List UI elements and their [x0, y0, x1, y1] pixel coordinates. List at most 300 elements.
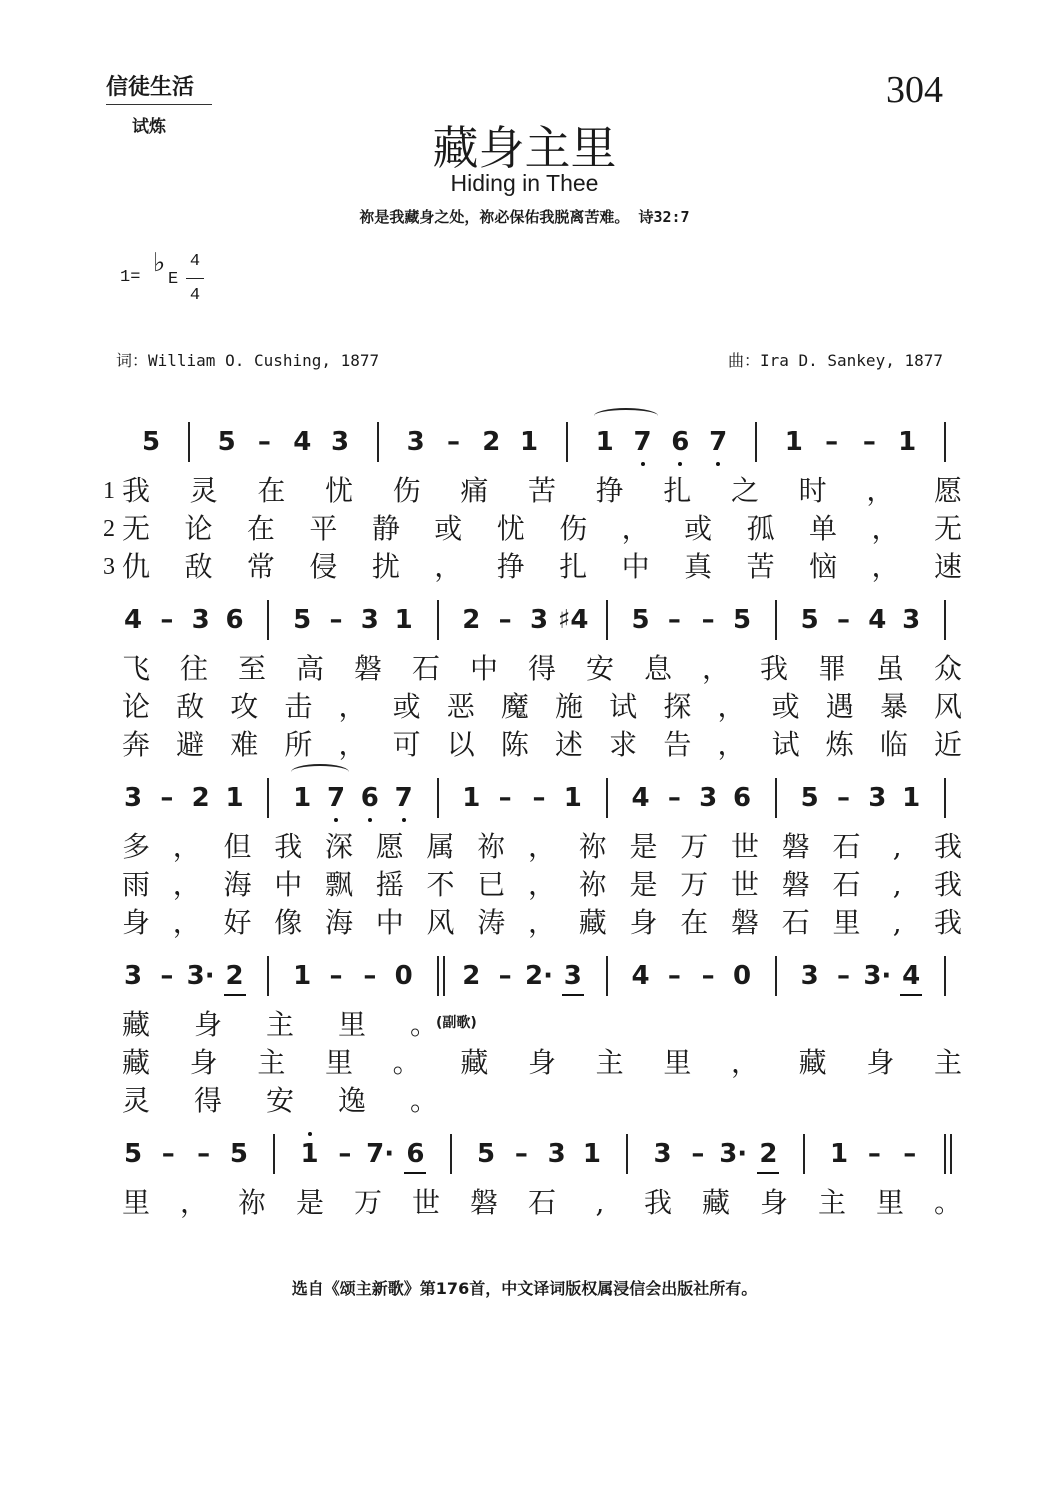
hymn-number: 304 — [886, 69, 943, 111]
lyric-char: 但 — [223, 830, 252, 863]
double-barline — [944, 1134, 946, 1174]
dash: – — [161, 1139, 175, 1169]
lyric-char: 。 — [409, 1084, 438, 1117]
lyric-char: 忧 — [496, 512, 525, 545]
verse-number: 2 — [103, 516, 115, 542]
lyric-char: 愿 — [933, 474, 962, 507]
barline — [606, 956, 608, 996]
lyric-char: ， — [172, 868, 201, 901]
note: 6 — [225, 605, 244, 635]
barline — [626, 1134, 628, 1174]
barline — [450, 1134, 452, 1174]
low-octave-dot — [716, 462, 720, 466]
lyric-char: 是 — [629, 830, 658, 863]
lyric-char: 攻 — [230, 690, 259, 723]
lyric-char: 安 — [585, 652, 614, 685]
lyric-char: 磐 — [781, 830, 810, 863]
note: 3· — [863, 961, 892, 991]
lyric-char: 以 — [446, 728, 475, 761]
verse-number: 3 — [103, 554, 115, 580]
lyric-char: 试 — [771, 728, 800, 761]
composer-credit: 曲：Ira D. Sankey, 1877 — [727, 351, 943, 370]
note: 3 — [123, 961, 143, 991]
note: ♯4 — [557, 605, 589, 635]
lyric-char: 痛 — [460, 474, 489, 507]
lyric-char: 仇 — [121, 550, 150, 583]
dash: – — [862, 427, 876, 457]
note: 3 — [800, 961, 819, 991]
note: 7 — [326, 783, 346, 813]
double-barline-inner — [443, 956, 445, 996]
lyric-char: 之 — [730, 474, 759, 507]
lyric-char: 我 — [933, 906, 962, 939]
lyric-char: 施 — [555, 690, 584, 723]
note: 6 — [671, 427, 690, 457]
lyric-char: 挣 — [595, 474, 624, 507]
lyric-char: 祢 — [578, 868, 607, 901]
note: 2 — [225, 961, 244, 991]
lyric-char: 身 — [629, 906, 658, 939]
lyric-char: 孤 — [746, 512, 775, 545]
lyric-char: 无 — [121, 512, 150, 545]
note: 0 — [394, 961, 413, 991]
note: 3 — [868, 783, 887, 813]
lyric-char: 暴 — [879, 690, 908, 723]
note: 7 — [709, 427, 728, 457]
lyric-char: ， — [866, 474, 895, 507]
lyric-char: 深 — [324, 830, 353, 863]
lyric-char: 世 — [411, 1186, 440, 1219]
lyric-char: 主 — [933, 1046, 962, 1079]
english-title: Hiding in Thee — [450, 170, 599, 196]
key-tonic: E — [168, 270, 179, 289]
barline — [606, 600, 608, 640]
lyric-char: 或 — [392, 690, 421, 723]
note: 6 — [732, 783, 752, 813]
note: 3 — [563, 961, 582, 991]
lyric-line — [0, 472, 1049, 510]
lyric-char: , — [892, 906, 902, 939]
lyric-char: 逸 — [337, 1084, 366, 1117]
dash: – — [160, 783, 174, 813]
note: 5 — [123, 1139, 143, 1169]
dash: – — [446, 427, 460, 457]
lyric-char: 在 — [246, 512, 275, 545]
dash: – — [667, 605, 681, 635]
lyric-char: 挣 — [496, 550, 525, 583]
dash: – — [160, 961, 174, 991]
barline — [944, 600, 946, 640]
lyric-char: 息 — [643, 652, 672, 685]
note: 1 — [394, 605, 413, 635]
lyric-char: 磐 — [730, 906, 759, 939]
lyric-char: 里 — [663, 1046, 692, 1079]
lyric-char: 身 — [189, 1046, 218, 1079]
low-octave-dot — [402, 818, 406, 822]
note: 4 — [868, 605, 887, 635]
note: 1 — [582, 1139, 601, 1169]
lyric-char: 海 — [223, 868, 252, 901]
lyric-char: 我 — [933, 830, 962, 863]
lyric-char: 多 — [121, 830, 150, 863]
lyric-char: 论 — [184, 512, 213, 545]
dash: – — [837, 605, 850, 635]
lyric-char: 伤 — [559, 512, 588, 545]
lyric-char: 风 — [426, 906, 455, 939]
lyric-char: 藏 — [121, 1008, 150, 1041]
high-octave-dot — [308, 1132, 312, 1136]
lyric-char: 中 — [375, 906, 404, 939]
note: 5 — [141, 427, 161, 457]
note: 6 — [360, 783, 379, 813]
category-divider — [106, 104, 212, 105]
lyric-char: 众 — [933, 652, 962, 685]
lyric-char: 。 — [409, 1008, 438, 1041]
lyric-char: 得 — [193, 1084, 222, 1117]
lyric-char: 恶 — [446, 690, 475, 723]
lyric-char: ， — [717, 728, 746, 761]
lyric-char: ， — [179, 1186, 208, 1219]
lyric-char: 述 — [555, 728, 584, 761]
note: 1 — [902, 783, 921, 813]
lyric-char: ， — [527, 830, 556, 863]
dash: – — [498, 605, 512, 635]
lyric-char: 飞 — [121, 652, 150, 685]
lyric-char: 愿 — [375, 830, 404, 863]
lyric-char: 飘 — [324, 868, 353, 901]
lyric-char: 海 — [324, 906, 353, 939]
lyric-char: 藏 — [121, 1046, 150, 1079]
lyric-char: , — [892, 868, 902, 901]
barline — [775, 956, 777, 996]
lyric-char: 涛 — [477, 906, 506, 939]
eighth-underline — [757, 1172, 779, 1174]
hymn-title: 藏身主里 — [432, 121, 617, 175]
note: 5 — [800, 783, 819, 813]
note: 2· — [525, 961, 553, 991]
lyric-char: ， — [338, 690, 367, 723]
dash: – — [701, 961, 715, 991]
note: 4 — [123, 605, 143, 635]
note: 3 — [123, 783, 143, 813]
note: 6 — [406, 1139, 425, 1169]
barline — [188, 422, 190, 462]
note: 5 — [732, 605, 752, 635]
lyric-char: 常 — [246, 550, 275, 583]
lyric-char: 磐 — [469, 1186, 498, 1219]
lyric-char: 。 — [933, 1186, 962, 1219]
lyric-char: 得 — [527, 652, 556, 685]
lyric-char: 或 — [434, 512, 463, 545]
lyric-char: 我 — [121, 474, 150, 507]
low-octave-dot — [641, 462, 645, 466]
lyric-char: 万 — [680, 868, 709, 901]
dash: – — [498, 961, 512, 991]
dash: – — [257, 427, 271, 457]
double-barline-inner — [950, 1134, 952, 1174]
lyric-char: 速 — [933, 550, 962, 583]
lyric-char: 敌 — [176, 690, 205, 723]
lyric-char: ， — [730, 1046, 759, 1079]
note: 3· — [186, 961, 215, 991]
lyric-line — [0, 548, 1049, 586]
barline — [377, 422, 379, 462]
lyric-line — [0, 904, 1049, 942]
note: 7 — [394, 783, 413, 813]
lyric-char: 真 — [684, 550, 713, 583]
lyric-char: ， — [434, 550, 463, 583]
time-signature-bottom: 4 — [189, 286, 201, 305]
lyric-char: 罪 — [817, 652, 846, 685]
lyric-char: 时 — [798, 474, 827, 507]
note: 3 — [699, 783, 718, 813]
lyric-char: 是 — [295, 1186, 324, 1219]
lyric-char: 我 — [933, 868, 962, 901]
lyric-char: 不 — [426, 868, 455, 901]
lyric-char: 试 — [609, 690, 638, 723]
note: 3 — [331, 427, 350, 457]
note: 3 — [547, 1139, 566, 1169]
barline — [775, 778, 777, 818]
low-octave-dot — [368, 818, 372, 822]
note: 1 — [563, 783, 582, 813]
note: 4 — [293, 427, 312, 457]
note: 2 — [759, 1139, 778, 1169]
lyric-char: 石 — [832, 830, 861, 863]
lyric-char: 风 — [933, 690, 962, 723]
note: 2 — [462, 961, 481, 991]
note: 5 — [631, 605, 650, 635]
lyricist-credit: 词：William O. Cushing, 1877 — [116, 351, 380, 370]
lyric-char: 静 — [371, 512, 400, 545]
note: 1 — [830, 1139, 849, 1169]
note: 1 — [293, 783, 312, 813]
dash: – — [160, 605, 174, 635]
lyric-char: , — [892, 830, 902, 863]
refrain-label: (副歌) — [436, 1015, 477, 1031]
barline — [944, 778, 946, 818]
lyric-char: 高 — [295, 652, 324, 685]
note: 5 — [476, 1139, 496, 1169]
lyric-char: 恼 — [809, 550, 838, 583]
dash: – — [825, 427, 839, 457]
lyric-char: 中 — [469, 652, 498, 685]
lyric-char: 主 — [257, 1046, 286, 1079]
lyric-char: 里 — [337, 1008, 366, 1041]
lyric-char: 身 — [527, 1046, 556, 1079]
eighth-underline — [562, 994, 584, 996]
lyric-char: 侵 — [309, 550, 338, 583]
barline — [437, 778, 439, 818]
note: 2 — [191, 783, 210, 813]
lyric-char: 伤 — [392, 474, 421, 507]
note: 7· — [366, 1139, 395, 1169]
note: 3 — [406, 427, 425, 457]
eighth-underline — [224, 994, 246, 996]
lyric-char: 石 — [781, 906, 810, 939]
lyric-char: 主 — [817, 1186, 846, 1219]
lyric-line — [0, 726, 1049, 764]
eighth-underline — [404, 1172, 426, 1174]
lyric-char: 灵 — [121, 1084, 150, 1117]
note: 7 — [633, 427, 652, 457]
lyric-char: 往 — [179, 652, 208, 685]
eighth-underline — [900, 994, 922, 996]
note: 5 — [293, 605, 312, 635]
lyric-char: , — [595, 1186, 605, 1219]
lyric-char: 避 — [176, 728, 205, 761]
double-barline — [437, 956, 439, 996]
barline — [267, 600, 269, 640]
lyric-line — [0, 866, 1049, 904]
lyric-char: 论 — [121, 690, 150, 723]
barline — [803, 1134, 805, 1174]
note: 3 — [902, 605, 921, 635]
note: 3 — [653, 1139, 672, 1169]
lyric-char: 至 — [237, 652, 266, 685]
barline — [755, 422, 757, 462]
lyric-char: 里 — [121, 1186, 150, 1219]
lyric-char: 雨 — [121, 868, 150, 901]
note: 4 — [631, 961, 650, 991]
barline — [944, 422, 946, 462]
note: 1 — [898, 427, 917, 457]
lyric-char: 单 — [809, 512, 838, 545]
subcategory-label: 试炼 — [132, 117, 166, 137]
music-system-1 — [0, 422, 1049, 462]
note: 0 — [732, 961, 752, 991]
lyric-char: ， — [871, 512, 900, 545]
lyric-char: 石 — [832, 868, 861, 901]
lyric-char: 扰 — [371, 550, 400, 583]
lyric-char: 扎 — [663, 474, 692, 507]
dash: – — [691, 1139, 705, 1169]
barline — [273, 1134, 275, 1174]
time-signature-top: 4 — [189, 252, 201, 271]
lyric-char: 虽 — [875, 652, 904, 685]
lyric-char: 像 — [274, 906, 303, 939]
lyric-char: 好 — [223, 906, 252, 939]
lyric-char: ， — [172, 830, 201, 863]
dash: – — [837, 961, 850, 991]
lyric-char: 无 — [933, 512, 962, 545]
scripture-reference: 祢是我藏身之处，祢必保佑我脱离苦难。 诗32:7 — [359, 208, 690, 226]
note: 2 — [462, 605, 481, 635]
lyric-char: ， — [871, 550, 900, 583]
dash: – — [837, 783, 850, 813]
lyric-char: ， — [621, 512, 650, 545]
note: 3 — [529, 605, 549, 635]
lyric-char: 祢 — [477, 830, 506, 863]
lyric-char: 苦 — [746, 550, 775, 583]
lyric-line — [0, 688, 1049, 726]
lyric-char: 忧 — [324, 474, 353, 507]
lyric-char: 或 — [684, 512, 713, 545]
lyric-char: ， — [701, 652, 730, 685]
lyric-char: 中 — [621, 550, 650, 583]
lyric-char: 苦 — [527, 474, 556, 507]
lyric-char: 难 — [230, 728, 259, 761]
lyric-char: 里 — [324, 1046, 353, 1079]
lyric-char: 灵 — [189, 474, 218, 507]
category-label: 信徒生活 — [106, 74, 195, 100]
dash: – — [197, 1139, 211, 1169]
lyric-char: 世 — [730, 868, 759, 901]
note: 1 — [784, 427, 803, 457]
note: 1 — [595, 427, 614, 457]
lyric-char: 在 — [257, 474, 286, 507]
dash: – — [514, 1139, 528, 1169]
note: 1 — [300, 1139, 319, 1169]
lyric-char: 身 — [759, 1186, 788, 1219]
lyric-char: 敌 — [184, 550, 213, 583]
note: 4 — [902, 961, 921, 991]
note: 5 — [800, 605, 819, 635]
barline — [775, 600, 777, 640]
barline — [437, 600, 439, 640]
time-signature-line — [186, 278, 204, 279]
music-system-3 — [0, 778, 1049, 818]
lyric-char: 万 — [353, 1186, 382, 1219]
copyright-footer: 选自《颂主新歌》第176首，中文译词版权属浸信会出版社所有。 — [291, 1279, 758, 1298]
dash: – — [532, 783, 546, 813]
flat-sign: ♭ — [153, 248, 166, 278]
tie-arc — [594, 408, 658, 424]
lyric-char: 求 — [609, 728, 638, 761]
lyric-char: 我 — [274, 830, 303, 863]
lyric-char: 平 — [309, 512, 338, 545]
lyric-char: 藏 — [578, 906, 607, 939]
note: 1 — [293, 961, 312, 991]
lyric-char: 已 — [477, 868, 506, 901]
lyric-char: ， — [172, 906, 201, 939]
lyric-char: 石 — [527, 1186, 556, 1219]
note: 3 — [360, 605, 379, 635]
lyric-char: 主 — [595, 1046, 624, 1079]
low-octave-dot — [334, 818, 338, 822]
verse-number: 1 — [103, 478, 115, 504]
dash: – — [338, 1139, 352, 1169]
lyric-char: 在 — [680, 906, 709, 939]
music-system-2 — [0, 600, 1049, 640]
lyric-char: 身 — [121, 906, 150, 939]
dash: – — [329, 961, 343, 991]
lyric-char: 主 — [265, 1008, 294, 1041]
lyric-char: 奔 — [121, 728, 150, 761]
lyric-char: 身 — [866, 1046, 895, 1079]
lyric-char: 告 — [663, 728, 692, 761]
key-label: 1= — [120, 268, 141, 287]
low-octave-dot — [678, 462, 682, 466]
dash: – — [363, 961, 377, 991]
lyric-char: 探 — [663, 690, 692, 723]
lyric-line — [0, 828, 1049, 866]
note: 4 — [631, 783, 650, 813]
lyric-char: 临 — [879, 728, 908, 761]
tie-arc — [291, 764, 349, 780]
lyric-line — [0, 1044, 1049, 1082]
lyric-char: 炼 — [825, 728, 854, 761]
lyric-char: 我 — [759, 652, 788, 685]
lyric-char: 祢 — [237, 1186, 266, 1219]
barline — [944, 956, 946, 996]
note: 3 — [191, 605, 210, 635]
note: 5 — [229, 1139, 248, 1169]
lyric-line — [0, 650, 1049, 688]
lyric-char: 。 — [392, 1046, 421, 1079]
lyric-char: 中 — [274, 868, 303, 901]
dash: – — [667, 961, 681, 991]
